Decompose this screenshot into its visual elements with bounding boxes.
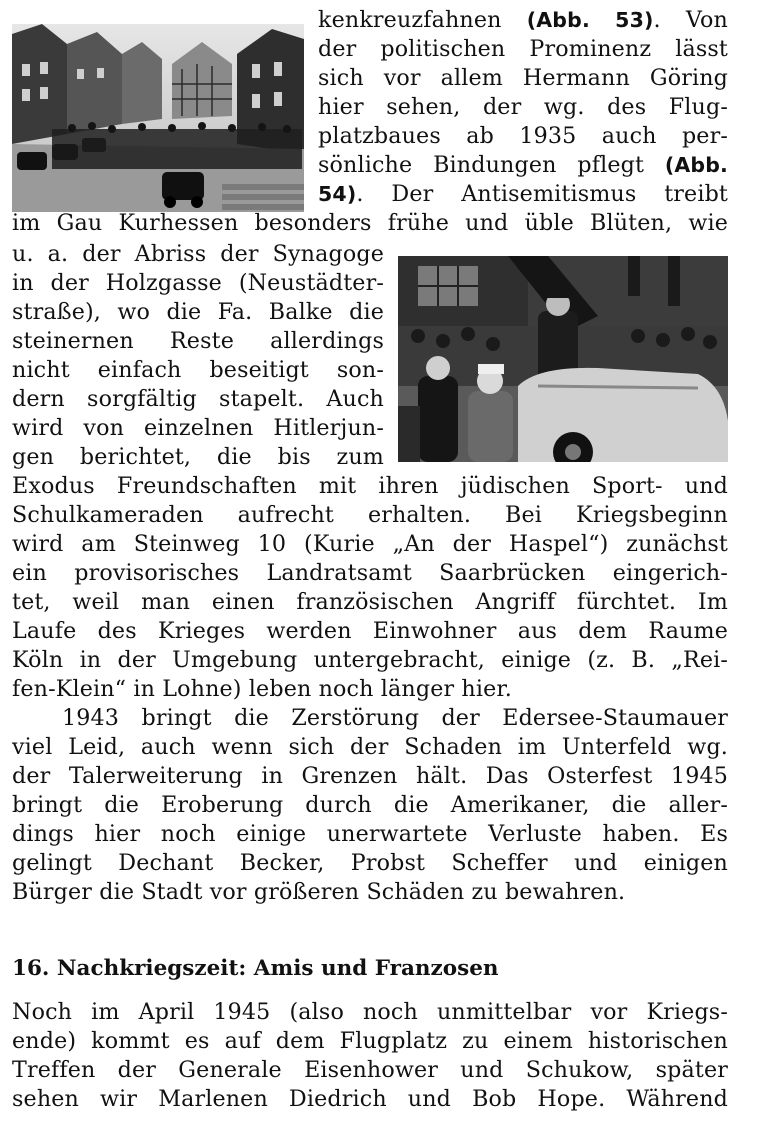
text-line [318, 6, 728, 35]
text-line: straße), wo die Fa. Balke die [12, 299, 384, 325]
text-line: Laufe des Krieges werden Einwohner aus dem Raume [12, 618, 728, 644]
text-line: gelingt Dechant Becker, Probst Scheffer und einigen [12, 850, 728, 876]
section-heading: 16. Nachkriegszeit: Amis und Franzosen [12, 956, 499, 981]
text-line: dings hier noch einige unerwartete Verluste haben. Es [12, 821, 728, 847]
text-line: Noch im April 1945 (also noch unmittelbar vor Kriegs- [12, 999, 728, 1025]
text-line: der politischen Prominenz lässt [318, 36, 728, 62]
text-line: hier sehen, der wg. des Flug- [318, 94, 728, 120]
text-line: sehen wir Marlenen Diedrich und Bob Hope. Während [12, 1086, 728, 1112]
text-line: Schulkameraden aufrecht erhalten. Bei Kriegsbeginn [12, 502, 728, 528]
text-line [318, 151, 728, 180]
text-line [318, 180, 728, 209]
photo-town-square [12, 24, 304, 212]
text-line: sich vor allem Hermann Göring [318, 65, 728, 91]
town-square-image-icon [12, 24, 304, 212]
text-line: ein provisorisches Landratsamt Saarbrücken eingerich- [12, 560, 728, 586]
photo-motorcade [398, 256, 728, 462]
text-line: gen berichtet, die bis zum [12, 444, 384, 470]
text-line: Exodus Freundschaften mit ihren jüdischen Sport- und [12, 473, 728, 499]
text-line: tet, weil man einen französischen Angriff fürchtet. Im [12, 589, 728, 615]
text-line: steinernen Reste allerdings [12, 328, 384, 354]
text-line: Bürger die Stadt vor größeren Schäden zu bewahren. [12, 879, 626, 905]
motorcade-image-icon [398, 256, 728, 462]
text-line: u. a. der Abriss der Synagoge [12, 241, 384, 267]
text-line: viel Leid, auch wenn sich der Schaden im Unterfeld wg. [12, 734, 728, 760]
text-span: . Der Antisemitismus treibt [356, 181, 728, 207]
text-line: wird am Steinweg 10 (Kurie „An der Haspel“) zunächst [12, 531, 728, 557]
text-line: 1943 bringt die Zerstörung der Edersee-Staumauer [62, 705, 728, 731]
text-line: Treffen der Generale Eisenhower und Schukow, später [12, 1057, 728, 1083]
text-line: wird von einzelnen Hitlerjun- [12, 415, 384, 441]
text-line: fen-Klein“ in Lohne) leben noch länger hier. [12, 676, 512, 702]
text-line: nicht einfach beseitigt son- [12, 357, 384, 383]
text-span: sönliche Bindungen pflegt [318, 152, 665, 178]
text-line: ende) kommt es auf dem Flugplatz zu einem historischen [12, 1028, 728, 1054]
text-line: der Talerweiterung in Grenzen hält. Das Osterfest 1945 [12, 763, 728, 789]
figure-reference: (Abb. 53) [526, 8, 654, 32]
text-line: in der Holzgasse (Neustädter- [12, 270, 384, 296]
figure-reference: 54) [318, 182, 357, 206]
figure-reference: (Abb. [664, 153, 728, 177]
text-span: kenkreuzfahnen [318, 7, 527, 33]
text-line: platzbaues ab 1935 auch per- [318, 123, 728, 149]
text-line: bringt die Eroberung durch die Amerikaner, die aller- [12, 792, 728, 818]
text-span: . Von [653, 7, 728, 33]
text-line: im Gau Kurhessen besonders frühe und üble Blüten, wie [12, 210, 728, 236]
text-line: dern sorgfältig stapelt. Auch [12, 386, 384, 412]
text-line: Köln in der Umgebung untergebracht, einige (z. B. „Rei- [12, 647, 728, 673]
